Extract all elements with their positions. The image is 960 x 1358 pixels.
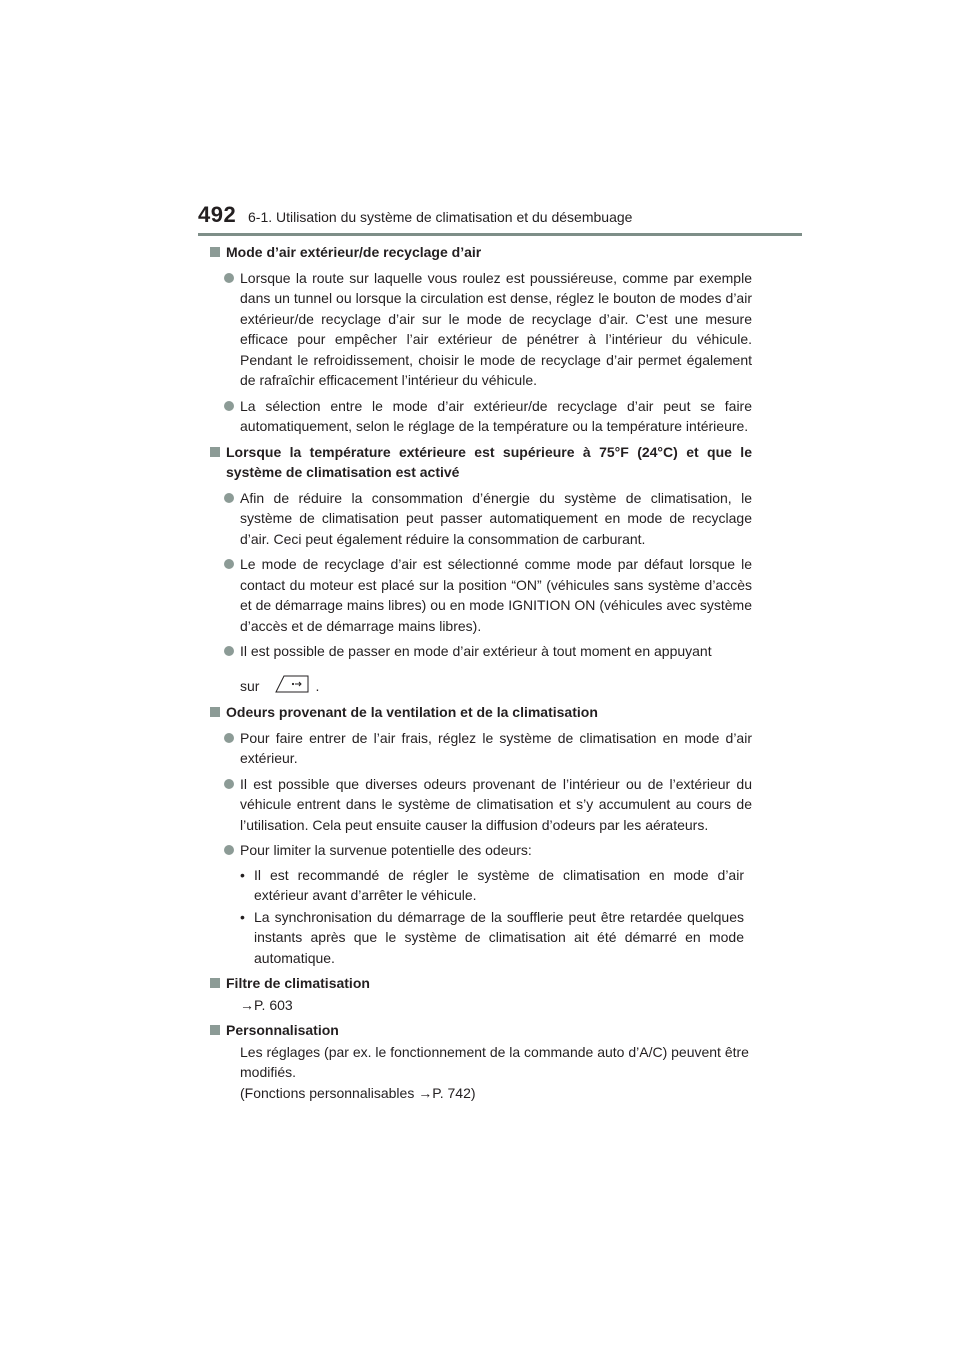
section-heading	[210, 973, 752, 994]
section-title: Lorsque la température extérieure est supérieure à 75°F (24°C) et que le système de climatisation est activé	[226, 443, 752, 480]
circle-bullet-icon	[224, 733, 234, 743]
sub-list-item-text: La synchronisation du démarrage de la soufflerie peut être retardée quelques instants après que le système de climatisation ait été démarré en mode automatique.	[254, 908, 744, 966]
dot-bullet-icon: •	[240, 866, 245, 883]
square-bullet-icon	[210, 707, 220, 717]
list-item	[210, 396, 752, 437]
dot-bullet-icon: •	[240, 908, 245, 925]
circle-bullet-icon	[224, 401, 234, 411]
list-item-text: Lorsque la route sur laquelle vous roulez est poussiéreuse, comme par exemple dans un tunnel ou lorsque la circulation est dense, réglez le bouton de modes d’air extérieur/de recyclage d’air sur le mode de recyclage d’air. C’est une mesure efficace pour empêcher l’air extérieur de pénétrer à l’intérieur du véhicule. Pendant le refroidissement, choisir le mode de recyclage d’air permet également de rafraîchir efficacement l’intérieur du véhicule.	[240, 269, 752, 388]
list-item	[210, 488, 752, 550]
continuation-suffix: .	[315, 677, 320, 694]
list-item	[210, 554, 752, 636]
list-item	[210, 774, 752, 836]
running-title: 6-1. Utilisation du système de climatisation et du désembuage	[248, 209, 633, 225]
circle-bullet-icon	[224, 273, 234, 283]
list-item	[210, 268, 752, 391]
circle-bullet-icon	[224, 779, 234, 789]
circle-bullet-icon	[224, 493, 234, 503]
sub-list-item	[210, 865, 752, 906]
square-bullet-icon	[210, 978, 220, 988]
list-item-text: Pour faire entrer de l’air frais, réglez le système de climatisation en mode d’air extérieur.	[240, 729, 752, 766]
page-reference: →P. 603	[240, 996, 293, 1013]
list-item-text: La sélection entre le mode d’air extérieur/de recyclage d’air peut se faire automatiquement, selon le réglage de la température ou la température intérieure.	[240, 397, 752, 434]
list-item	[210, 641, 752, 696]
sub-list-item	[210, 907, 752, 969]
section-title: Odeurs provenant de la ventilation et de la climatisation	[226, 704, 598, 720]
header-rule	[198, 233, 802, 236]
list-item-text: Afin de réduire la consommation d’énergie du système de climatisation, le système de climatisation peut passer automatiquement en mode de recyclage d’air. Ceci peut également réduire la consommation de carburant.	[240, 489, 752, 547]
page-reference: (Fonctions personnalisables →P. 742)	[240, 1084, 476, 1101]
page-number: 492	[198, 202, 237, 227]
section-title: Mode d’air extérieur/de recyclage d’air	[226, 244, 482, 260]
list-item-text: Le mode de recyclage d’air est sélectionné comme mode par défaut lorsque le contact du moteur est placé sur la position “ON” (véhicules sans système d’accès et de démarrage mains libres) ou en mode IGNITION ON (véhicules avec système d’accès et de démarrage mains libres).	[240, 556, 752, 634]
continuation-prefix: sur	[240, 677, 260, 694]
section-title: Filtre de climatisation	[226, 975, 370, 991]
page-content	[210, 242, 752, 1103]
sub-list-item-text: Il est recommandé de régler le système de climatisation en mode d’air extérieur avant d’arrêter le véhicule.	[254, 866, 744, 903]
list-item-text: Pour limiter la survenue potentielle des odeurs:	[240, 842, 532, 858]
circle-bullet-icon	[224, 559, 234, 569]
outside-air-mode-icon	[275, 675, 309, 693]
list-item	[210, 840, 752, 861]
page-header	[198, 200, 802, 240]
paragraph-text: Les réglages (par ex. le fonctionnement de la commande auto d’A/C) peuvent être modifiés.	[240, 1043, 749, 1080]
list-item-text: Il est possible que diverses odeurs provenant de l’intérieur ou de l’extérieur du véhicule entrent dans le système de climatisation et s’y accumulent au cours de l’utilisation. Cela peut ensuite causer la diffusion d’odeurs par les aérateurs.	[240, 775, 752, 833]
list-item	[210, 728, 752, 769]
section-heading	[210, 242, 752, 263]
circle-bullet-icon	[224, 845, 234, 855]
section-title: Personnalisation	[226, 1022, 339, 1038]
section-heading	[210, 1020, 752, 1041]
section-heading	[210, 442, 752, 483]
square-bullet-icon	[210, 447, 220, 457]
square-bullet-icon	[210, 247, 220, 257]
circle-bullet-icon	[224, 646, 234, 656]
list-item-text: Il est possible de passer en mode d’air extérieur à tout moment en appuyant	[240, 643, 712, 659]
square-bullet-icon	[210, 1025, 220, 1035]
section-heading	[210, 702, 752, 723]
button-reference-line	[240, 676, 752, 697]
